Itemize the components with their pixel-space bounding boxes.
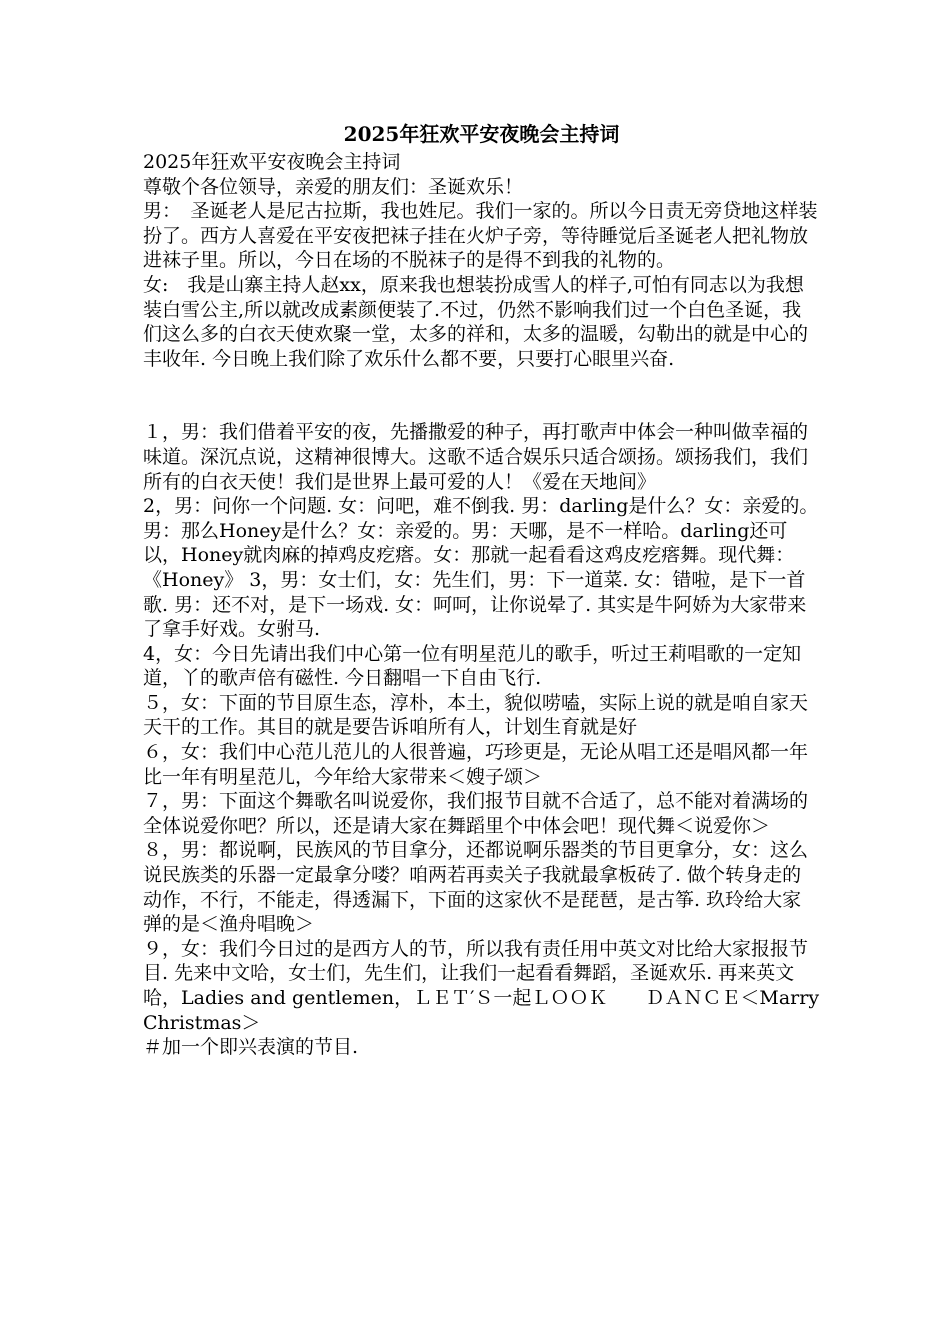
program-item: ７，男：下面这个舞歌名叫说爱你，我们报节目就不合适了，总不能对着满场的全体说爱你吧？所以，还是请大家在舞蹈里个中体会吧！现代舞＜说爱你＞: [143, 790, 809, 837]
program-list: [143, 420, 826, 1059]
document-title: 2025年狂欢平安夜晚会主持词: [343, 122, 620, 146]
program-item: ＃加一个即兴表演的节目.: [143, 1036, 359, 1059]
program-item: ５，女：下面的节目原生态，淳朴，本土，貌似唠嗑，实际上说的就是咱自家天天干的工作。其目的就是要告诉咱所有人，计划生育就是好: [143, 691, 809, 739]
program-item: ６，女：我们中心范儿范儿的人很普遍，巧珍更是，无论从唱工还是唱风都一年比一年有明星范儿，今年给大家带来＜嫂子颂＞: [143, 741, 809, 788]
section-gap: [143, 371, 820, 420]
intro-paragraph: 2025年狂欢平安夜晚会主持词: [143, 151, 401, 173]
program-item: 2，男：问你一个问题. 女：问吧，难不倒我. 男：darling是什么？女：亲爱的。男：那么Honey是什么？女：亲爱的。男：天哪，是不一样哈。darling还可以，Honey就肉麻的掉鸡皮疙瘩。女：那就一起看看这鸡皮疙瘩舞。现代舞：《Honey》 3，男：女士们，女：先生们，男：下一道菜. 女：错啦，是下一首歌. 男：还不对，是下一场戏. 女：呵呵，让你说晕了. 其实是牛阿娇为大家带来了拿手好戏。女驸马.: [143, 495, 819, 641]
program-item: ８，男：都说啊，民族风的节目拿分，还都说啊乐器类的节目更拿分，女：这么说民族类的乐器一定最拿分喽？咱两若再卖关子我就最拿板砖了. 做个转身走的动作，不行，不能走，得透漏下，下面的这家伙不是琵琶，是古筝. 玖玲给大家弹的是＜渔舟唱晚＞: [143, 839, 809, 936]
program-item: 4，女：今日先请出我们中心第一位有明星范儿的歌手，听过王莉唱歌的一定知道，丫的歌声倍有磁性. 今日翻唱一下自由飞行.: [143, 642, 802, 690]
intro-paragraph: 女: 我是山寨主持人赵xx，原来我也想装扮成雪人的样子,可怕有同志以为我想装白雪公主,所以就改成素颜便装了.不过，仍然不影响我们过一个白色圣诞，我们这么多的白衣天使欢聚一堂，太多的祥和，太多的温暖，勾勒出的就是中心的丰收年. 今日晚上我们除了欢乐什么都不要，只要打心眼里兴奋.: [143, 273, 809, 370]
intro-paragraph: 男： 圣诞老人是尼古拉斯，我也姓尼。我们一家的。所以今日责无旁贷地这样装扮了。西方人喜爱在平安夜把袜子挂在火炉子旁，等待睡觉后圣诞老人把礼物放进袜子里。所以，今日在场的不脱袜子的是得不到我的礼物的。: [143, 200, 818, 272]
intro-section: [143, 150, 820, 371]
program-item: ９，女：我们今日过的是西方人的节，所以我有责任用中英文对比给大家报报节目. 先来中文哈，女士们，先生们，让我们一起看看舞蹈，圣诞欢乐. 再来英文哈，Ladies and gentlemen，ＬＥＴ′Ｓ一起ＬＯＯＫ ＤＡＮＣＥ＜Marry Christmas＞: [143, 937, 826, 1034]
program-item: １，男：我们借着平安的夜，先播撒爱的种子，再打歌声中体会一种叫做幸福的味道。深沉点说，这精神很博大。这歌不适合娱乐只适合颂扬。颂扬我们，我们所有的白衣天使！我们是世界上最可爱的人！《爱在天地间》: [143, 421, 809, 493]
intro-paragraph: 尊敬个各位领导，亲爱的朋友们：圣诞欢乐！: [143, 175, 524, 198]
